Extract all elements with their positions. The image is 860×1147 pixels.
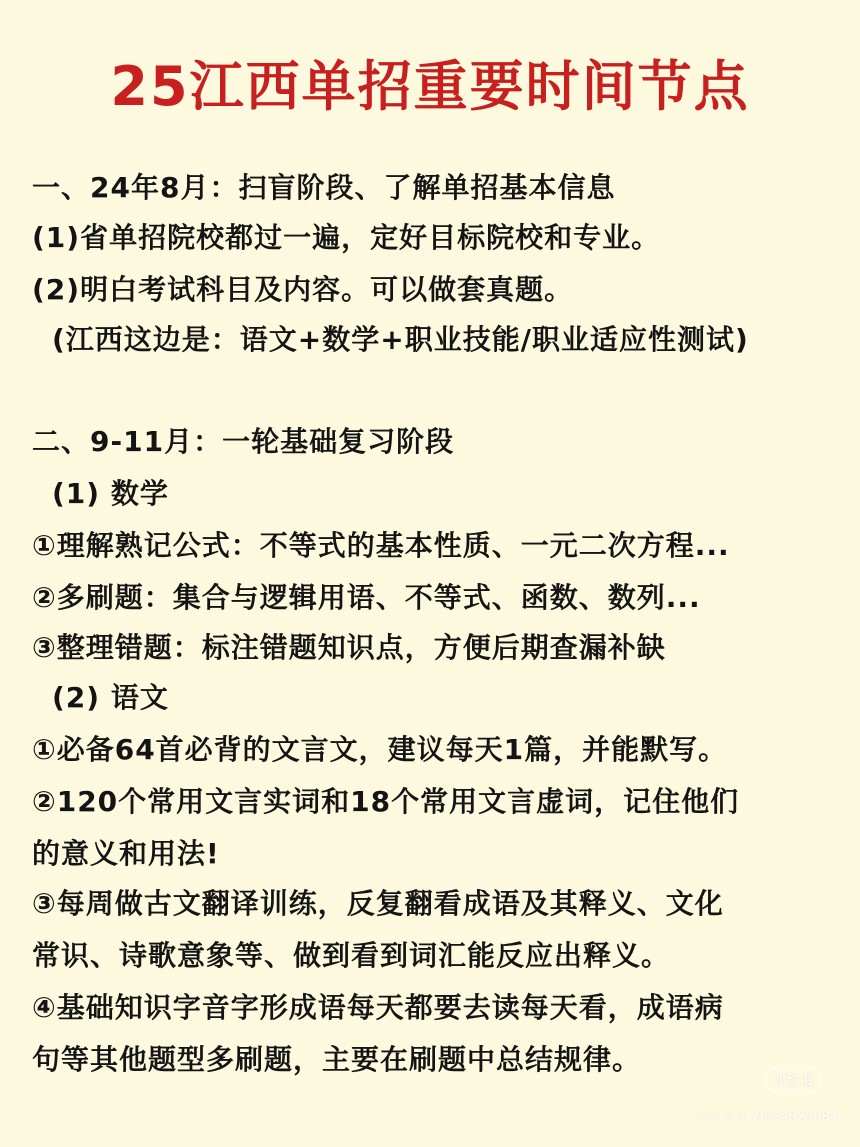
math-subheading: (1) 数学 (52, 477, 169, 510)
chinese-line-2: ②120个常用文言实词和18个常用文言虚词，记住他们 (32, 785, 740, 818)
chinese-line-6: ④基础知识字音字形成语每天都要去读每天看，成语病 (32, 991, 724, 1024)
watermark-logo: 小红书 (765, 1067, 822, 1092)
watermark-id: 小红书号: 9524825684 (694, 1110, 838, 1125)
chinese-line-5: 常识、诗歌意象等、做到看到词汇能反应出释义。 (32, 939, 671, 972)
math-item-2: ②多刷题：集合与逻辑用语、不等式、函数、数列... (32, 581, 701, 614)
section1-heading: 一、24年8月：扫盲阶段、了解单招基本信息 (32, 171, 616, 204)
chinese-line-3: 的意义和用法! (32, 837, 220, 870)
page-title: 25江西单招重要时间节点 (110, 55, 750, 118)
chinese-line-7: 句等其他题型多刷题，主要在刷题中总结规律。 (32, 1043, 642, 1076)
section2-heading: 二、9-11月：一轮基础复习阶段 (32, 425, 455, 458)
watermark (638, 1067, 838, 1127)
section1-item-1: (1)省单招院校都过一遍，定好目标院校和专业。 (32, 221, 661, 254)
chinese-line-4: ③每周做古文翻译训练，反复翻看成语及其释义、文化 (32, 887, 724, 920)
chinese-line-1: ①必备64首必背的文言文，建议每天1篇，并能默写。 (32, 733, 728, 766)
section1-item-2: (2)明白考试科目及内容。可以做套真题。 (32, 273, 574, 306)
chinese-subheading: (2) 语文 (52, 681, 169, 714)
math-item-3: ③整理错题：标注错题知识点，方便后期查漏补缺 (32, 631, 666, 664)
math-item-1: ①理解熟记公式：不等式的基本性质、一元二次方程... (32, 529, 730, 562)
section1-note: (江西这边是：语文+数学+职业技能/职业适应性测试) (52, 323, 749, 356)
